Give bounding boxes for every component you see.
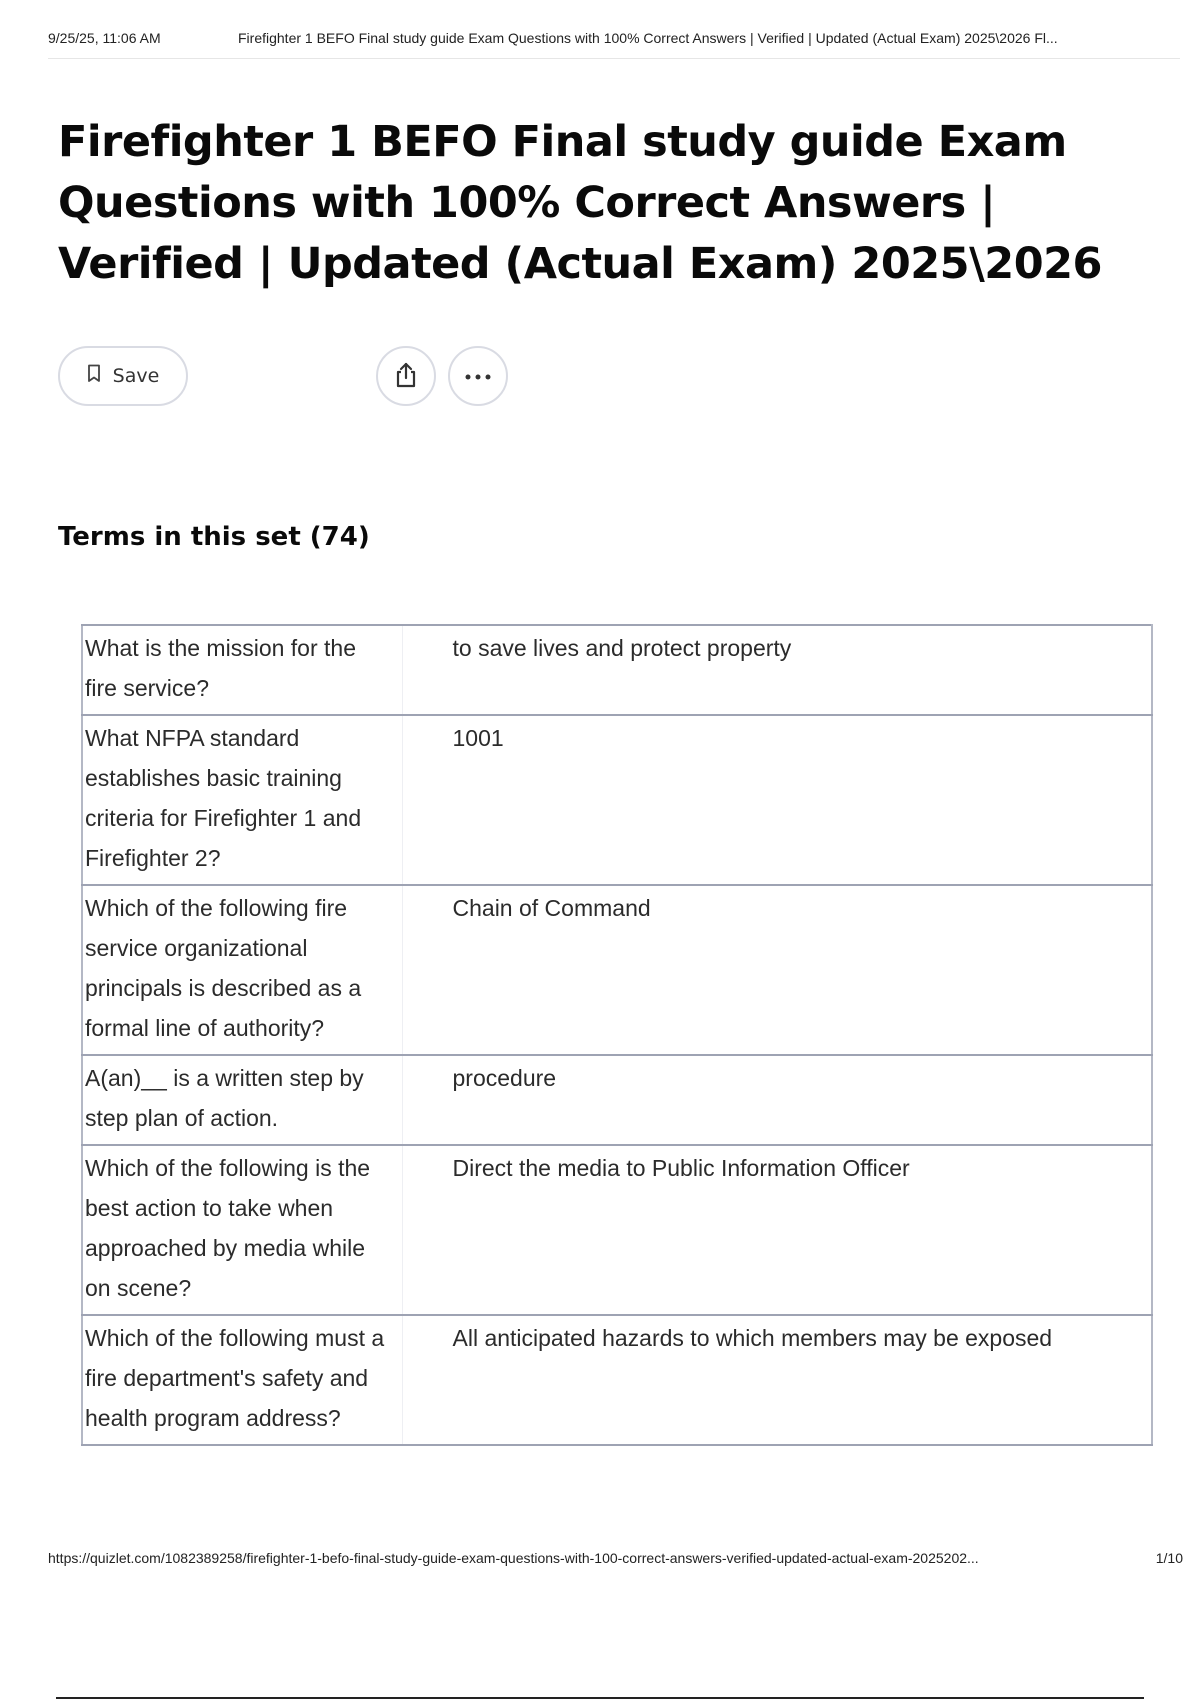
set-title: Firefighter 1 BEFO Final study guide Exam Questions with 100% Correct Answers | Verified | Updated (Actual Exam) 2025\2026 <box>58 117 1102 289</box>
term-row <box>82 1315 1152 1445</box>
term-text: What is the mission for the fire service? <box>82 625 402 715</box>
term-row <box>82 1055 1152 1145</box>
term-text: Which of the following is the best action to take when approached by media while on scene? <box>82 1145 402 1315</box>
share-button[interactable] <box>376 346 436 406</box>
definition-text: Chain of Command <box>402 885 1152 1055</box>
more-horizontal-icon <box>464 369 492 384</box>
page-number: 1/10 <box>1155 1550 1183 1566</box>
term-row <box>82 1145 1152 1315</box>
definition-text: procedure <box>402 1055 1152 1145</box>
print-date: 9/25/25, 11:06 AM <box>48 30 161 46</box>
term-text: Which of the following fire service organizational principals is described as a formal line of authority? <box>82 885 402 1055</box>
term-text: What NFPA standard establishes basic training criteria for Firefighter 1 and Firefighter 2? <box>82 715 402 885</box>
terms-table <box>81 624 1153 1446</box>
print-header <box>48 30 1180 59</box>
definition-text: 1001 <box>402 715 1152 885</box>
share-icon <box>393 361 419 392</box>
term-row <box>82 885 1152 1055</box>
term-text: A(an)__ is a written step by step plan of action. <box>82 1055 402 1145</box>
definition-text: All anticipated hazards to which members may be exposed <box>402 1315 1152 1445</box>
print-footer <box>48 1550 1183 1566</box>
print-title: Firefighter 1 BEFO Final study guide Exam Questions with 100% Correct Answers | Verified | Updated (Actual Exam) 2025\2026 Fl... <box>238 30 1058 46</box>
definition-text: Direct the media to Public Information Officer <box>402 1145 1152 1315</box>
print-url: https://quizlet.com/1082389258/firefighter-1-befo-final-study-guide-exam-questions-with-100-correct-answers-verified-updated-actual-exam-2025202... <box>48 1550 979 1566</box>
save-label: Save <box>112 365 160 387</box>
terms-heading: Terms in this set (74) <box>58 522 370 552</box>
more-options-button[interactable] <box>448 346 508 406</box>
bookmark-icon <box>87 364 101 388</box>
definition-text: to save lives and protect property <box>402 625 1152 715</box>
term-text: Which of the following must a fire department's safety and health program address? <box>82 1315 402 1445</box>
term-row <box>82 715 1152 885</box>
page-divider <box>56 1697 1144 1699</box>
save-button[interactable] <box>58 346 188 406</box>
term-row <box>82 625 1152 715</box>
